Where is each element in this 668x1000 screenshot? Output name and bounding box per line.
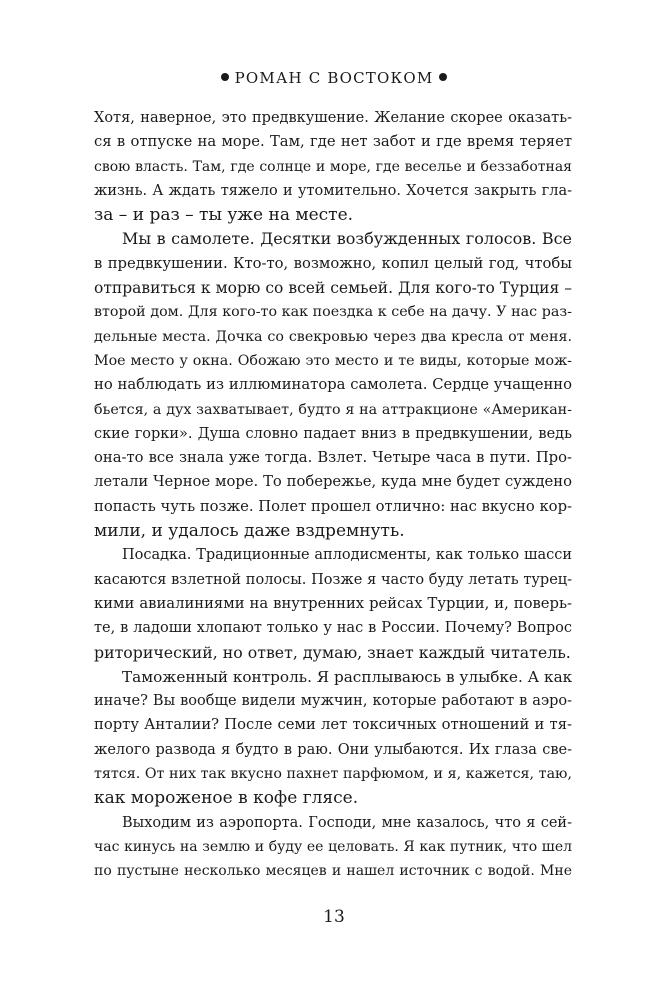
- text-line: попасть чуть позже. Полет прошел отлично: нас вкусно кор-: [94, 497, 572, 515]
- text-line: дельные места. Дочка со свекровью через два кресла от меня.: [94, 328, 572, 345]
- paragraph-4: [94, 665, 572, 811]
- paragraph-5: [94, 811, 572, 884]
- text-line: она-то все знала уже тогда. Взлет. Четыре часа в пути. Про-: [94, 449, 572, 467]
- text-line: Мое место у окна. Обожаю это место и те виды, которые мож-: [94, 352, 572, 369]
- text-line: иначе? Вы вообще видели мужчин, которые работают в аэро-: [94, 693, 572, 710]
- text-line: свою власть. Там, где солнце и море, где веселье и беззаботная: [94, 158, 572, 175]
- text-line: порту Анталии? После семи лет токсичных отношений и тя-: [94, 716, 572, 734]
- text-line: Мы в самолете. Десятки возбужденных голосов. Все: [122, 229, 572, 249]
- paragraph-2: [94, 227, 572, 543]
- text-line: ские горки». Душа словно падает вниз в предвкушении, ведь: [94, 425, 572, 442]
- text-line: тятся. От них так вкусно пахнет парфюмом, и я, кажется, таю,: [94, 766, 572, 783]
- text-line: Выходим из аэропорта. Господи, мне казалось, что я сей-: [122, 814, 572, 831]
- running-title: РОМАН С ВОСТОКОМ: [234, 69, 434, 87]
- text-line: как мороженое в кофе глясе.: [94, 788, 359, 809]
- text-line: за – и раз – ты уже на месте.: [94, 205, 354, 226]
- text-line: по пустыне несколько месяцев и нашел источник с водой. Мне: [94, 863, 572, 880]
- paragraph-3: [94, 543, 572, 664]
- text-line: в предвкушении. Кто-то, возможно, копил целый год, чтобы: [94, 254, 572, 272]
- text-line: мили, и удалось даже вздремнуть.: [94, 521, 405, 542]
- page-number: 13: [323, 907, 345, 927]
- bullet-ornament-right: [439, 73, 447, 81]
- text-line: Хотя, наверное, это предвкушение. Желание скорее оказать-: [94, 110, 572, 126]
- text-line: но наблюдать из иллюминатора самолета. Сердце учащенно: [94, 376, 572, 394]
- text-line: летали Черное море. То побережье, куда мне будет суждено: [94, 473, 572, 491]
- text-line: бьется, а дух захватывает, будто я на аттракционе «Американ-: [94, 401, 572, 418]
- text-line: желого развода я будто в раю. Они улыбаются. Их глаза све-: [94, 741, 572, 758]
- text-line: час кинусь на землю и буду ее целовать. Я как путник, что шел: [94, 838, 572, 855]
- text-line: Таможенный контроль. Я расплываюсь в улыбке. А как: [122, 667, 573, 686]
- text-line: ся в отпуске на море. Там, где нет забот и где время теряет: [94, 133, 572, 151]
- text-line: касаются взлетной полосы. Позже я часто буду летать турец-: [94, 571, 572, 588]
- running-head: [0, 68, 668, 88]
- text-line: отправиться к морю со всей семьей. Для кого-то Турция –: [94, 279, 572, 298]
- text-line: те, в ладоши хлопают только у нас в России. Почему? Вопрос: [94, 620, 572, 637]
- body-text: [94, 106, 572, 884]
- text-line: Посадка. Традиционные аплодисменты, как только шасси: [122, 547, 572, 564]
- text-line: кими авиалиниями на внутренних рейсах Турции, и, поверь-: [94, 594, 572, 612]
- paragraph-1: [94, 106, 572, 227]
- bullet-ornament-left: [221, 73, 229, 81]
- text-line: риторический, но ответ, думаю, знает каждый читатель.: [94, 642, 571, 662]
- text-line: жизнь. А ждать тяжело и утомительно. Хочется закрыть гла-: [94, 182, 572, 199]
- text-line: второй дом. Для кого-то как поездка к себе на дачу. У нас раз-: [94, 304, 572, 321]
